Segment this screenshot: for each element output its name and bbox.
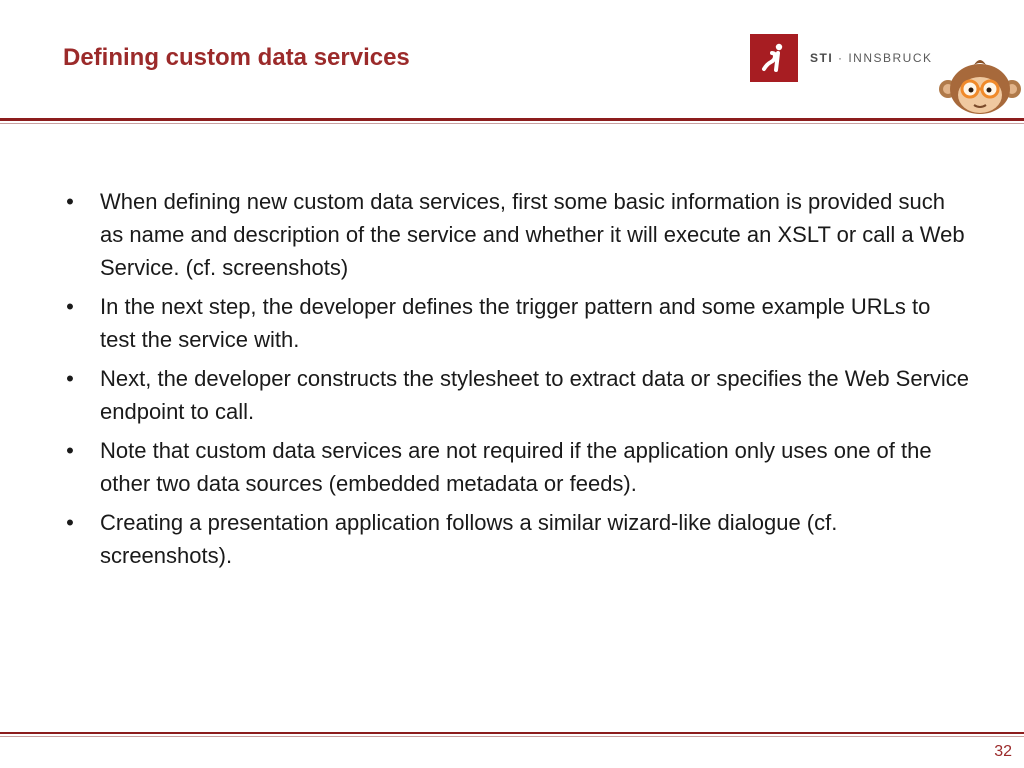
bullet-item <box>60 185 970 284</box>
header-divider <box>0 118 1024 121</box>
logo-name: INNSBRUCK <box>848 51 933 65</box>
bullet-item <box>60 506 970 572</box>
bullet-text: Next, the developer constructs the stylesheet to extract data or specifies the Web Service endpoint to call. <box>100 366 970 424</box>
logo-brand: STI <box>810 51 834 65</box>
logo-separator: · <box>833 51 849 65</box>
logo-text <box>810 51 933 65</box>
sti-logo-icon <box>750 34 798 82</box>
bullet-item <box>60 434 970 500</box>
bullet-text: Note that custom data services are not required if the application only uses one of the other two data sources (embedded metadata or feeds). <box>100 438 932 496</box>
sti-innsbruck-logo <box>750 34 933 82</box>
footer-divider <box>0 732 1024 734</box>
header-divider-thin <box>0 123 1024 124</box>
bullet-text: Creating a presentation application follows a similar wizard-like dialogue (cf. screenshots). <box>100 510 838 568</box>
bullet-list <box>60 185 970 572</box>
bullet-marker: • <box>66 189 74 214</box>
bullet-item <box>60 290 970 356</box>
slide-content <box>60 185 970 578</box>
bullet-marker: • <box>66 294 74 319</box>
bullet-marker: • <box>66 510 74 535</box>
footer-divider-thin <box>0 736 1024 737</box>
bullet-item <box>60 362 970 428</box>
monkey-mascot-icon <box>936 55 1024 115</box>
bullet-text: In the next step, the developer defines the trigger pattern and some example URLs to test the service with. <box>100 294 931 352</box>
bullet-marker: • <box>66 366 74 391</box>
slide-title: Defining custom data services <box>63 44 410 71</box>
page-number: 32 <box>994 743 1012 760</box>
bullet-marker: • <box>66 438 74 463</box>
bullet-text: When defining new custom data services, first some basic information is provided such as name and description of the service and whether it will execute an XSLT or call a Web Service. (cf. screenshots) <box>100 189 965 280</box>
